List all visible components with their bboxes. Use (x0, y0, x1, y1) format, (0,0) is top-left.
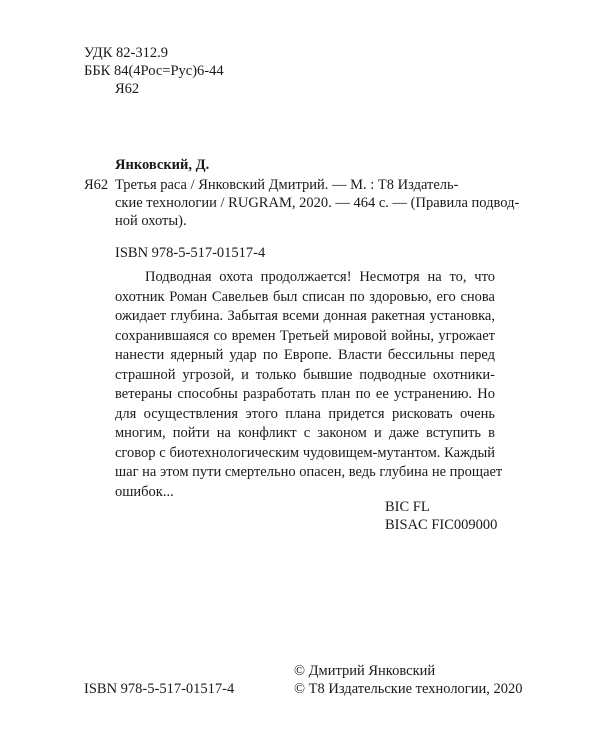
annotation-line: для осуществления этого плана придется рисковать очень (115, 405, 495, 422)
annotation-line: ошибок... (115, 483, 174, 500)
author-mark: Я62 (115, 81, 140, 97)
annotation-line: шаг на этом пути смертельно опасен, ведь глубина не прощает (115, 464, 503, 480)
annotation-line: сохранившаяся со времен Третьей мировой войны, угрожает (115, 327, 495, 344)
bisac-code: BISAC FIC009000 (385, 517, 498, 533)
bibliography-line: Третья раса / Янковский Дмитрий. — М. : Т8 Издатель- (115, 177, 459, 193)
annotation-line: сговор с биотехнологическим чудовищем-мутантом. Каждый (115, 444, 495, 461)
bibliography-line: ские технологии / RUGRAM, 2020. — 464 с. — (Правила подвод- (115, 195, 520, 211)
bbk-code: ББК 84(4Рос=Рус)6-44 (84, 63, 224, 79)
annotation-line: Подводная охота продолжается! Несмотря на то, что (145, 269, 495, 285)
udk-code: УДК 82-312.9 (84, 45, 168, 61)
annotation-line: многим, пойти на конфликт с законом и даже вступить в (115, 425, 495, 441)
annotation-line: страшной угрозой, и только бывшие подводные охотники- (115, 366, 495, 383)
annotation-line: ожидает глубина. Забытая всеми донная ракетная установка, (115, 308, 495, 324)
footer-isbn: ISBN 978-5-517-01517-4 (84, 681, 235, 697)
annotation-line: охотник Роман Савельев был списан по здоровью, его снова (115, 288, 495, 305)
bibliography-author: Янковский, Д. (115, 157, 210, 173)
bibliography-line: ной охоты). (115, 213, 187, 229)
annotation-line: ветераны способны разработать план по ее устранению. Но (115, 386, 495, 402)
copyright-publisher: © Т8 Издательские технологии, 2020 (294, 681, 523, 697)
bibliography-isbn: ISBN 978-5-517-01517-4 (115, 245, 266, 261)
bic-code: BIC FL (385, 499, 430, 515)
copyright-author: © Дмитрий Янковский (294, 663, 436, 679)
annotation-line: нанести ядерный удар по Европе. Власти бессильны перед (115, 347, 495, 363)
bibliography-author-mark: Я62 (84, 177, 109, 193)
